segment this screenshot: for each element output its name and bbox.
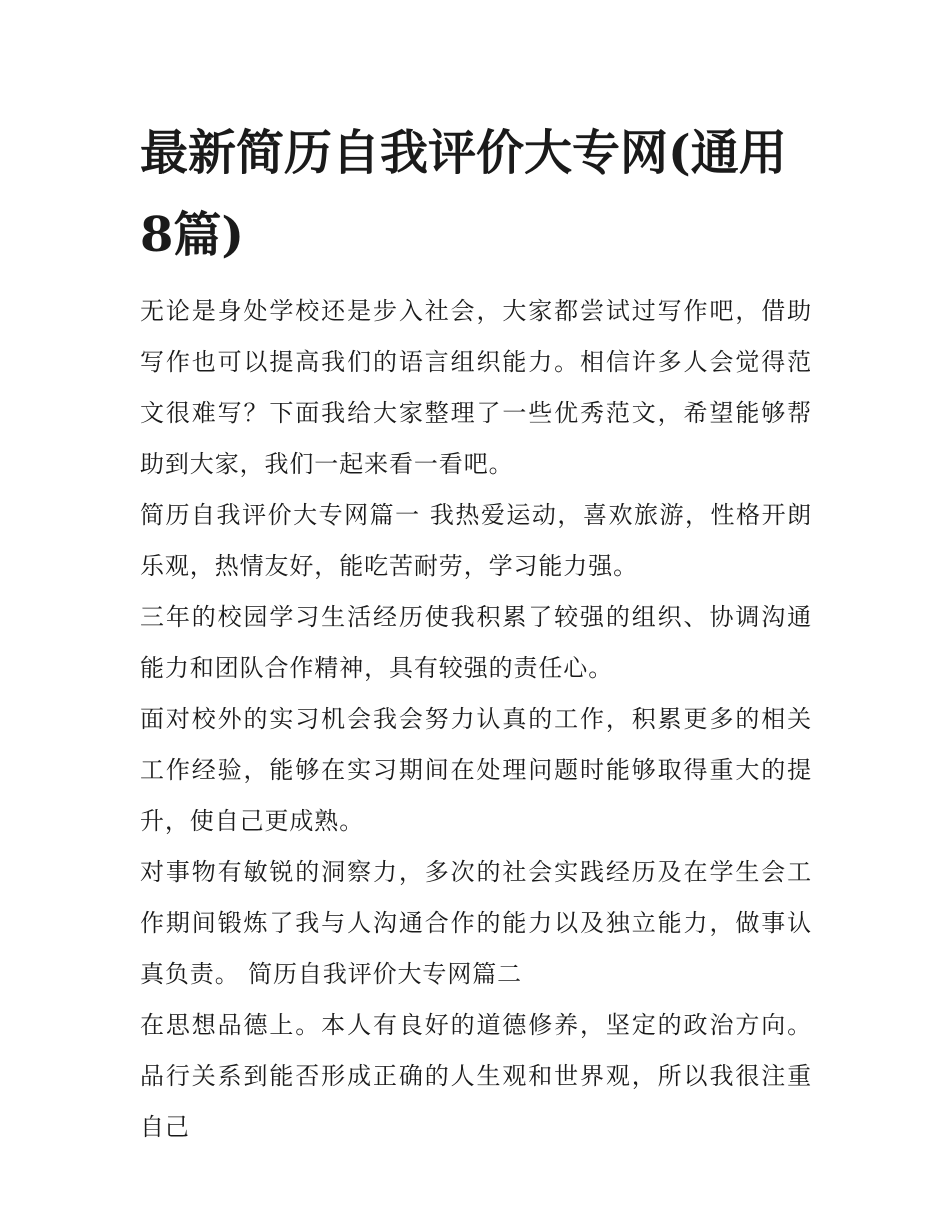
document-page — [140, 112, 812, 1153]
paragraph-intro: 无论是身处学校还是步入社会，大家都尝试过写作吧，借助写作也可以提高我们的语言组织能力。相信许多人会觉得范文很难写？下面我给大家整理了一些优秀范文，希望能够帮助到大家，我们一起来看一看吧。 — [140, 297, 812, 478]
paragraph: 面对校外的实习机会我会努力认真的工作，积累更多的相关工作经验，能够在实习期间在处理问题时能够取得重大的提升，使自己更成熟。 — [140, 705, 812, 835]
paragraph-section-two: 在思想品德上。本人有良好的道德修养，坚定的政治方向。品行关系到能否形成正确的人生观和世界观，所以我很注重自己 — [140, 1011, 812, 1141]
paragraph-section-one: 简历自我评价大专网篇一 我热爱运动，喜欢旅游，性格开朗乐观，热情友好，能吃苦耐劳，学习能力强。 — [140, 501, 812, 580]
document-title: 最新简历自我评价大专网(通用8篇) — [140, 125, 787, 263]
document-body — [140, 286, 812, 1153]
paragraph: 对事物有敏锐的洞察力，多次的社会实践经历及在学生会工作期间锻炼了我与人沟通合作的能力以及独立能力，做事认真负责。 简历自我评价大专网篇二 — [140, 858, 812, 988]
paragraph: 三年的校园学习生活经历使我积累了较强的组织、协调沟通能力和团队合作精神，具有较强的责任心。 — [140, 603, 812, 682]
